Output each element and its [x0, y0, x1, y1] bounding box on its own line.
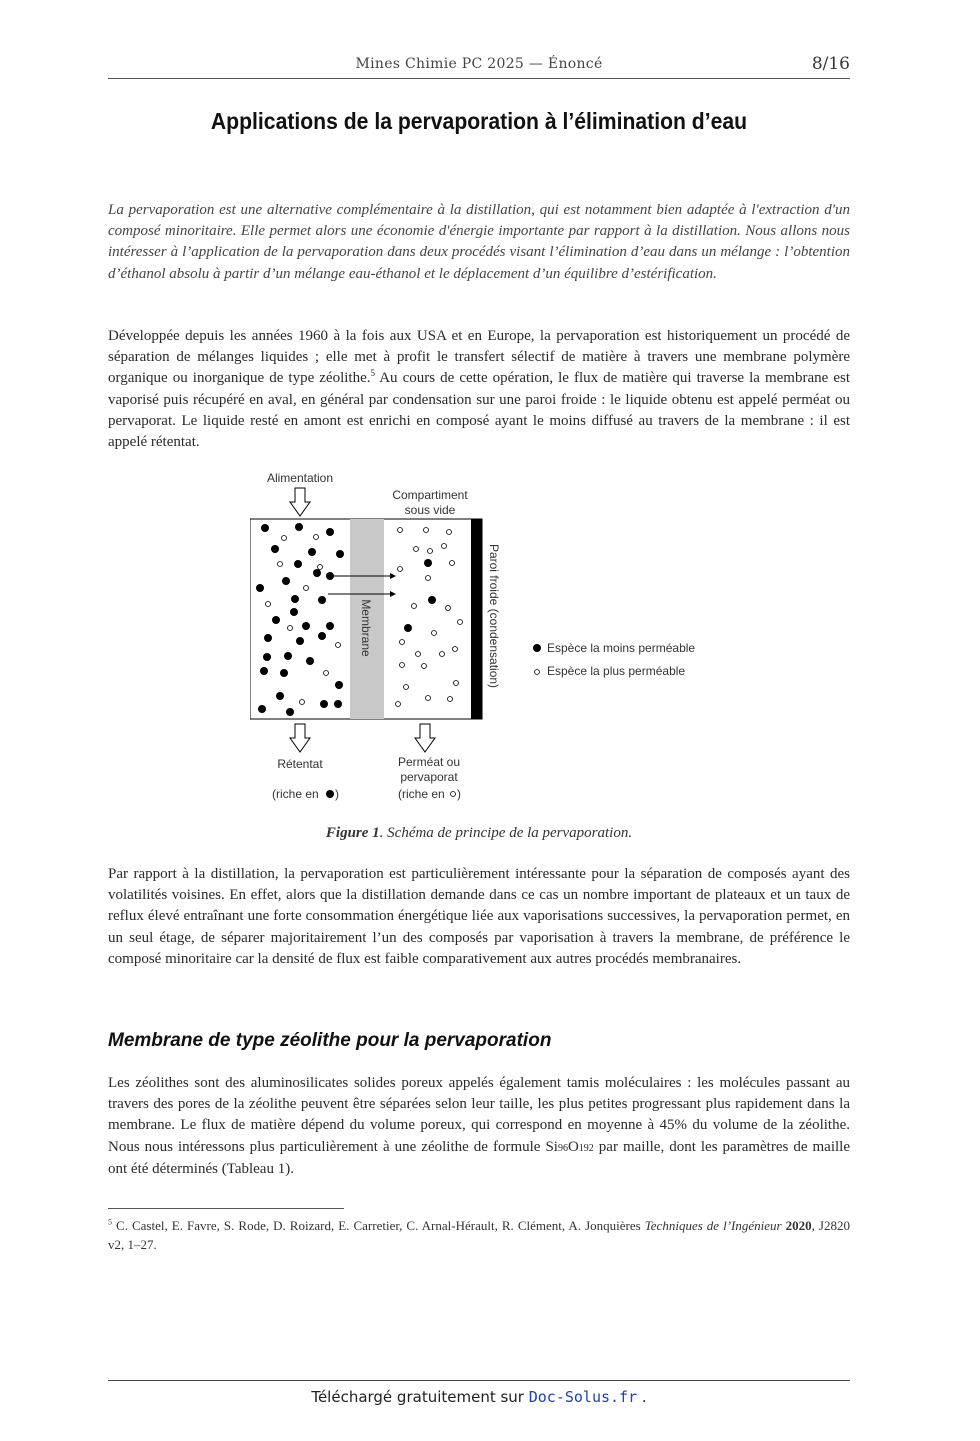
paragraph-pervaporation-history	[108, 326, 850, 453]
paragraph-text: Développée depuis les années 1960 à la fois aux USA et en Europe, la pervaporation est historiquement un procédé de séparation de mélanges liquides ; elle met à profit le transfert sélectif de matière à travers une membrane polymère organique ou inorganique de type zéolithe.	[108, 328, 850, 387]
footnote-year: 2020	[785, 1218, 812, 1233]
figure-caption	[108, 825, 850, 842]
compartment-label-line1: Compartiment	[392, 488, 468, 502]
page-footer	[108, 1388, 850, 1406]
paragraph-text: par maille, dont les paramètres de maille ont été déterminés (Tableau 1).	[108, 1138, 850, 1177]
membrane-label: Membrane	[359, 599, 373, 657]
compartment-label-line2: sous vide	[404, 503, 456, 517]
figure-caption-text: . Schéma de principe de la pervaporation.	[379, 825, 633, 841]
footnote-divider	[108, 1208, 344, 1209]
cold-wall-label: Paroi froide (condensation)	[487, 543, 501, 689]
footer-text: Téléchargé gratuitement sur	[311, 1388, 529, 1406]
pervaporation-diagram	[250, 466, 730, 811]
paragraph-text: Les zéolithes sont des aluminosilicates solides poreux appelés également tamis moléculaires : les molécules passant au travers des pores de la zéolithe peuvent être séparées selon leur taille, les plus petites progressant plus rapidement dans la membrane. Le flux de matière dépend du volume poreux, qui correspond en moyenne à 45% du volume de la zéolithe. Nous nous intéressons plus particulièrement à une zéolithe de formule Si	[108, 1075, 850, 1155]
permeate-label-line1: Perméat ou	[397, 755, 461, 769]
formula-oxygen: O	[567, 1138, 579, 1155]
footnote-authors: C. Castel, E. Favre, S. Rode, D. Roizard, E. Carretier, C. Arnal-Hérault, R. Clément, A. Jonquières	[112, 1218, 645, 1233]
formula-o-subscript: 192	[578, 1142, 594, 1154]
formula-si-subscript: 96	[557, 1142, 568, 1154]
legend-less-permeable: Espèce la moins perméable	[547, 641, 696, 655]
footnote-ref[interactable]: 5	[370, 368, 375, 379]
legend-more-permeable: Espèce la plus perméable	[547, 664, 686, 678]
footnote-number: 5	[108, 1217, 112, 1227]
feed-label: Alimentation	[266, 471, 334, 485]
retentate-label: Rétentat	[277, 757, 323, 771]
legend-filled-dot-icon	[533, 644, 541, 652]
page-title: Applications de la pervaporation à l’élimination d’eau	[210, 108, 748, 134]
legend-open-dot-icon	[535, 670, 540, 675]
paragraph-zeolites	[108, 1073, 850, 1180]
figure-caption-label: Figure 1	[325, 825, 380, 841]
legend	[533, 641, 695, 678]
permeate-open-dot-icon	[451, 792, 456, 797]
cold-wall	[471, 519, 482, 719]
permeate-rich-label: (riche en	[398, 787, 445, 801]
paragraph-text: Au cours de cette opération, le flux de matière qui traverse la membrane est vaporisé puis récupéré en aval, en général par condensation sur une paroi froide : le liquide obtenu est appelé perméat ou pervaporat. Le liquide resté en amont est enrichi en composé ayant le moins diffusé au travers de la membrane : il est appelé rétentat.	[108, 370, 850, 451]
page-number: 8/16	[811, 54, 850, 74]
permeate-close-paren: )	[457, 787, 461, 801]
paragraph-distillation-comparison: Par rapport à la distillation, la pervaporation est particulièrement intéressante pour la séparation de composés ayant des volatilités voisines. En effet, alors que la distillation demande dans ce cas un nombre important de plateaux et un taux de reflux élevé entraînant une forte consommation énergétique liée aux vaporisations successives, la pervaporation permet, en un seul étage, de séparer majoritairement l’un des composés par vaporisation à travers la membrane, de préférence le composé minoritaire car la densité de flux est faible comparativement aux autres procédés membranaires.	[108, 866, 850, 967]
retentate-filled-dot-icon	[326, 790, 334, 798]
section-heading: Membrane de type zéolithe pour la pervaporation	[108, 1030, 552, 1051]
retentate-arrow-icon	[290, 724, 310, 752]
permeate-label-line2: pervaporat	[400, 770, 458, 784]
footer-divider	[108, 1380, 850, 1381]
footnote	[108, 1216, 850, 1254]
page-header	[108, 54, 850, 79]
footnote-ref: , J2820 v2, 1–27.	[108, 1218, 850, 1252]
retentate-close-paren: )	[335, 787, 339, 801]
feed-arrow-icon	[290, 488, 310, 516]
doc-solus-link[interactable]: Doc-Solus.fr	[528, 1388, 638, 1406]
permeate-arrow-icon	[415, 724, 435, 752]
footer-end: .	[637, 1388, 647, 1406]
retentate-rich-label: (riche en	[272, 787, 319, 801]
header-title: Mines Chimie PC 2025 — Énoncé	[355, 56, 603, 72]
footnote-journal: Techniques de l’Ingénieur	[644, 1218, 782, 1233]
intro-paragraph: La pervaporation est une alternative complémentaire à la distillation, qui est notamment bien adaptée à l'extraction d'un composé minoritaire. Elle permet alors une économie d'énergie importante par rapport à la distillation. Nous allons nous intéresser à l’application de la pervaporation dans deux procédés visant l’élimination d’eau dans un mélange : l’obtention d’éthanol absolu à partir d’un mélange eau-éthanol et le déplacement d’un équilibre d’estérification.	[108, 202, 850, 282]
